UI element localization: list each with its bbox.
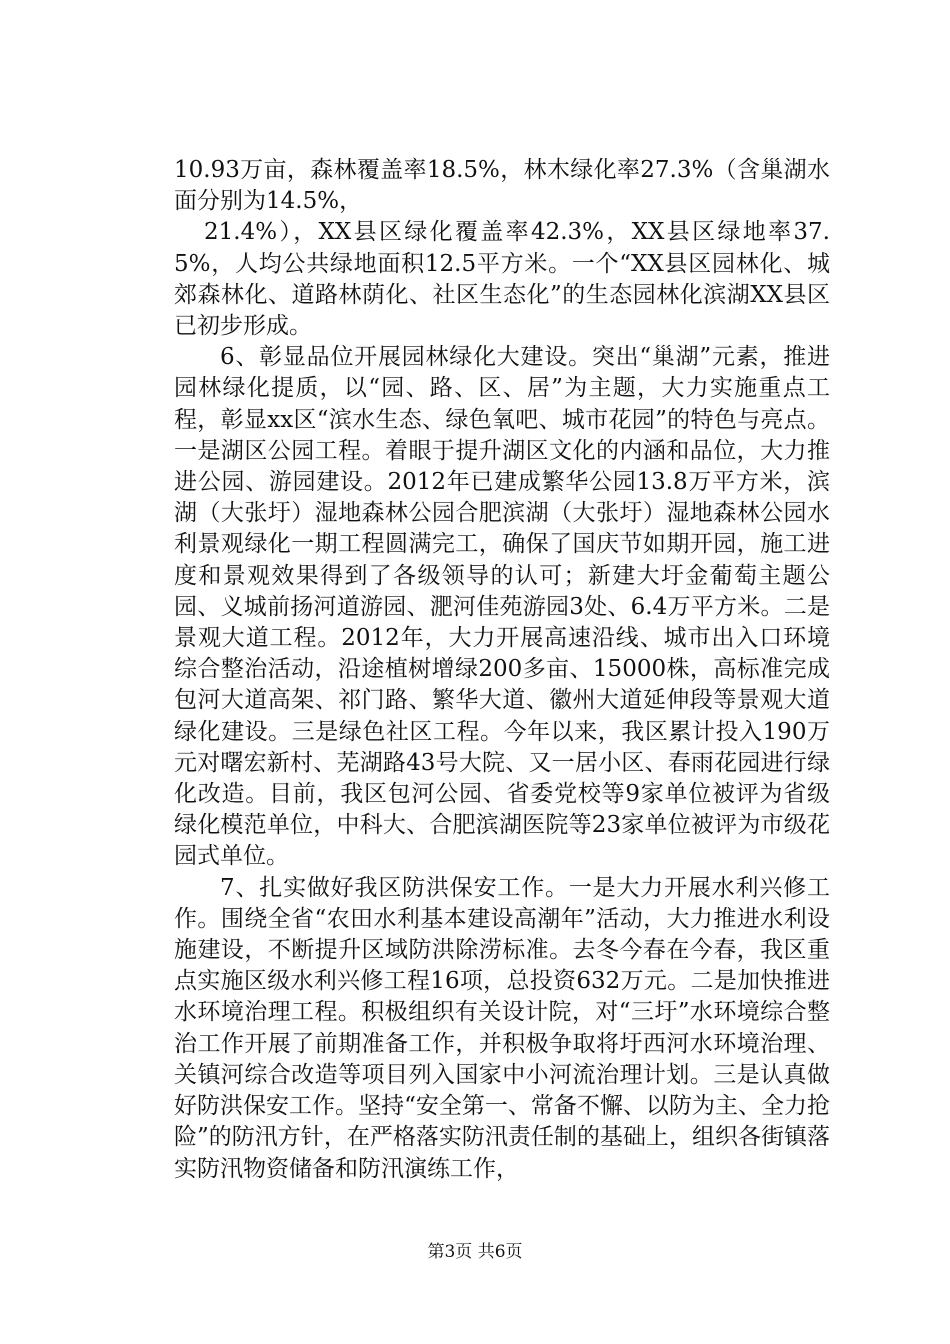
paragraph-flood-control: 7、扎实做好我区防洪保安工作。一是大力开展水利兴修工作。围绕全省“农田水利基本建设高潮年”活动，大力推进水利设施建设，不断提升区域防洪除涝标准。去冬今春在今春，我区重点实施区级水利兴修工程16项，总投资632万元。二是加快推进水环境治理工程。积极组织有关设计院，对“三圩”水环境综合整治工作开展了前期准备工作，并积极争取将圩西河水环境治理、关镇河综合改造等项目列入国家中小河流治理计划。三是认真做好防洪保安工作。坚持“安全第一、常备不懈、以防为主、全力抢险”的防汛方针，在严格落实防汛责任制的基础上，组织各街镇落实防汛物资储备和防汛演练工作， (174, 874, 830, 1182)
paragraph-landscape-construction: 6、彰显品位开展园林绿化大建设。突出“巢湖”元素，推进园林绿化提质，以“园、路、区、居”为主题，大力实施重点工程，彰显xx区“滨水生态、绿色氧吧、城市花园”的特色与亮点。一是湖区公园工程。着眼于提升湖区文化的内涵和品位，大力推进公园、游园建设。2012年已建成繁华公园13.8万平方米，滨湖（大张圩）湿地森林公园合肥滨湖（大张圩）湿地森林公园水利景观绿化一期工程圆满完工，确保了国庆节如期开园，施工进度和景观效果得到了各级领导的认可；新建大圩金葡萄主题公园、义城前扬河道游园、淝河佳苑游园3处、6.4万平方米。二是景观大道工程。2012年，大力开展高速沿线、城市出入口环境综合整治活动，沿途植树增绿200多亩、15000株，高标准完成包河大道高架、祁门路、繁华大道、徽州大道延伸段等景观大道绿化建设。三是绿色社区工程。今年以来，我区累计投入190万元对曙宏新村、芜湖路43号大院、又一居小区、春雨花园进行绿化改造。目前，我区包河公园、省委党校等9家单位被评为省级绿化模范单位，中科大、合肥滨湖医院等23家单位被评为市级花园式单位。 (174, 344, 830, 870)
paragraph-continuation: 10.93万亩，森林覆盖率18.5%，林木绿化率27.3%（含巢湖水面分别为14.5%， (174, 157, 830, 215)
document-body (174, 155, 830, 1185)
paragraph-greening-stats: 21.4%），XX县区绿化覆盖率42.3%，XX县区绿地率37.5%，人均公共绿地面积12.5平方米。一个“XX县区园林化、城郊森林化、道路林荫化、社区生态化”的生态园林化滨湖XX县区已初步形成。 (174, 219, 830, 340)
page-number-footer: 第3页 共6页 (427, 1242, 523, 1262)
